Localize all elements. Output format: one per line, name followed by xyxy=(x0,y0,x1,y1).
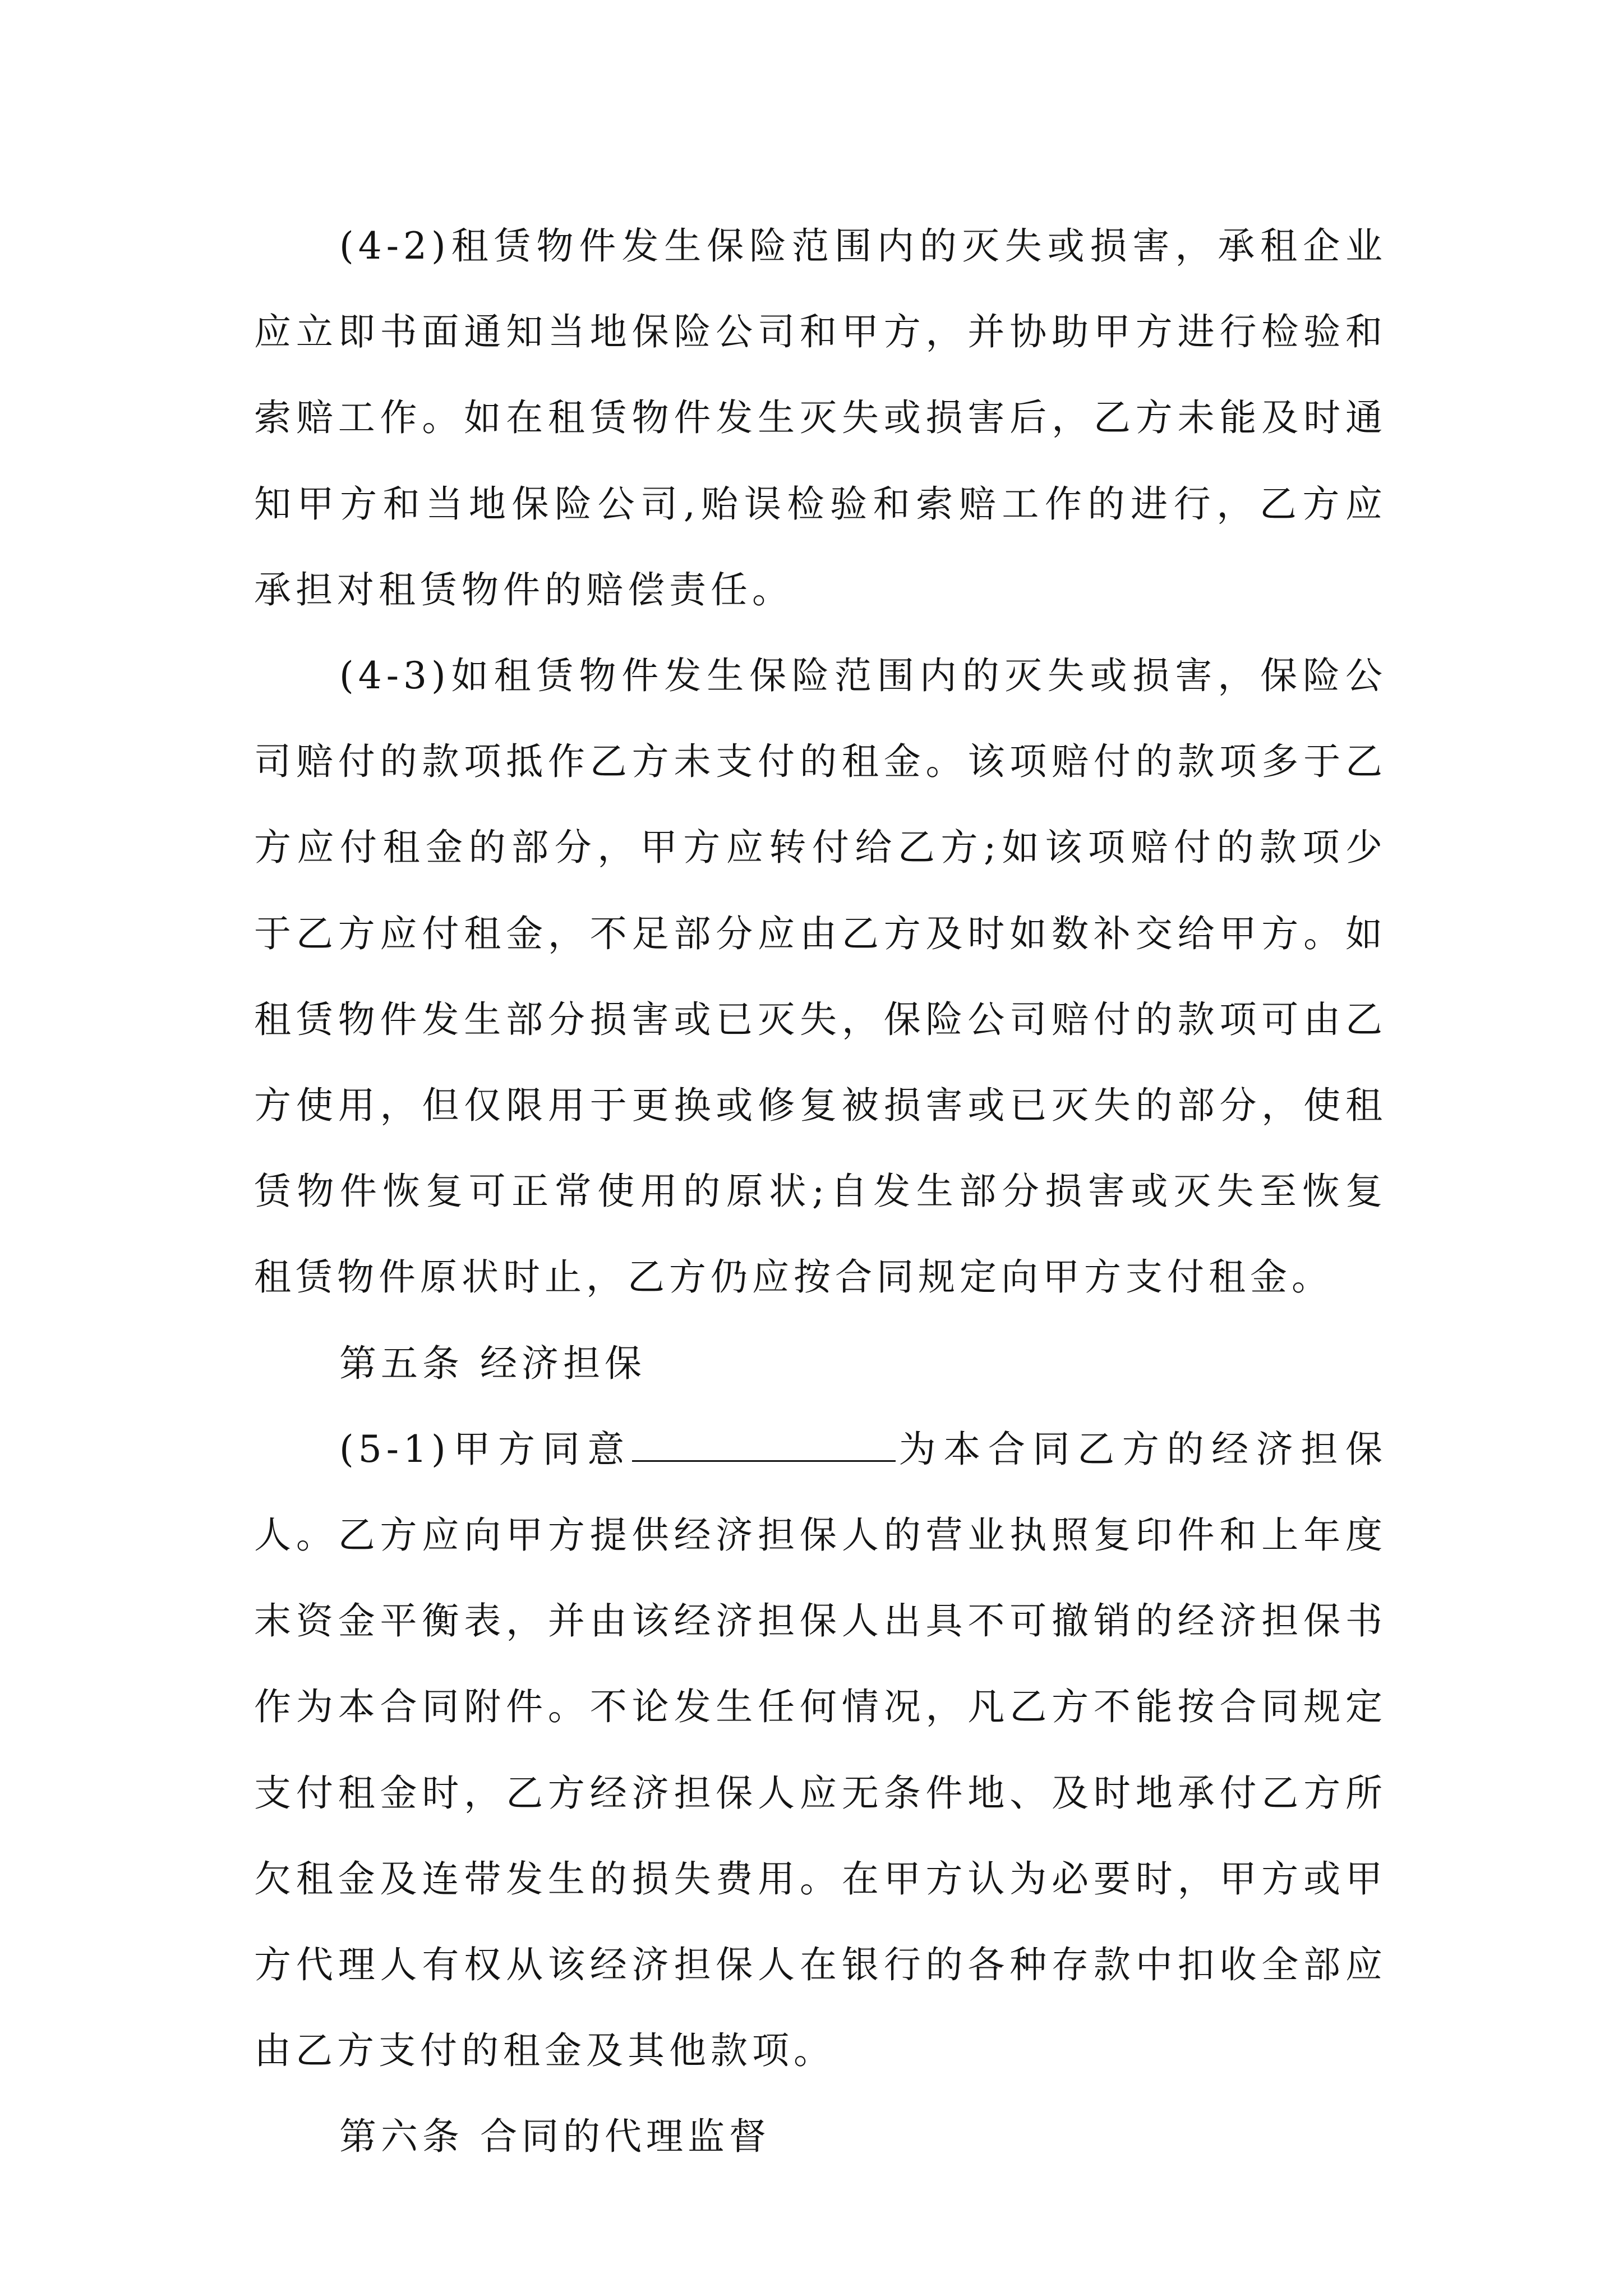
paragraph-5-1-suffix: 为本合同乙方的经济担保人。乙方应向甲方提供经济担保人的营业执照复印件和上年度末资金平衡表，并由该经济担保人出具不可撤销的经济担保书作为本合同附件。不论发生任何情况，凡乙方不能按合同规定支付租金时，乙方经济担保人应无条件地、及时地承付乙方所欠租金及连带发生的损失费用。在甲方认为必要时，甲方或甲方代理人有权从该经济担保人在银行的各种存款中扣收全部应由乙方支付的租金及其他款项。 xyxy=(254,1427,1387,2073)
article-5-heading: 第五条 经济担保 xyxy=(339,1341,646,1385)
paragraph-4-3: (4-3)如租赁物件发生保险范围内的灭失或损害，保险公司赔付的款项抵作乙方未支付的租金。该项赔付的款项多于乙方应付租金的部分，甲方应转付给乙方;如该项赔付的款项少于乙方应付租金，不足部分应由乙方及时如数补交给甲方。如租赁物件发生部分损害或已灭失，保险公司赔付的款项可由乙方使用，但仅限用于更换或修复被损害或已灭失的部分，使租赁物件恢复可正常使用的原状;自发生部分损害或灭失至恢复租赁物件原状时止，乙方仍应按合同规定向甲方支付租金。 xyxy=(254,654,1387,1299)
paragraph-5-1-prefix: (5-1)甲方同意 xyxy=(339,1427,632,1471)
paragraph-5-1 xyxy=(254,1406,1387,2094)
article-6-heading: 第六条 合同的代理监督 xyxy=(339,2115,771,2159)
document-body xyxy=(254,203,1387,2180)
paragraph-4-2: (4-2)租赁物件发生保险范围内的灭失或损害，承租企业应立即书面通知当地保险公司和甲方，并协助甲方进行检验和索赔工作。如在租赁物件发生灭失或损害后，乙方未能及时通知甲方和当地保险公司,贻误检验和索赔工作的进行，乙方应承担对租赁物件的赔偿责任。 xyxy=(254,224,1387,611)
guarantor-blank-line xyxy=(632,1431,896,1462)
